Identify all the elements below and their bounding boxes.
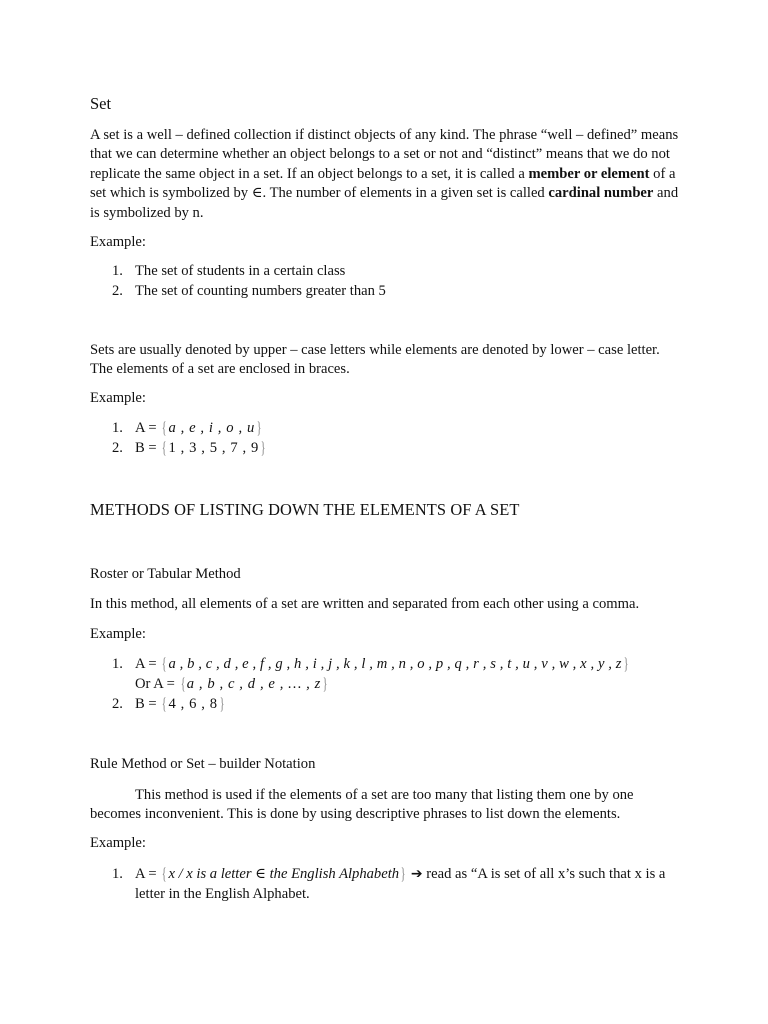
- example-label-1: Example:: [90, 234, 146, 250]
- intro-text-1: A set is a well – defined collection if distinct objects of any kind. The phrase “well – defined” means that we can determine whether an object belongs to a set or not and “distinct” means that we do not replicate the same object in a set. If an object belongs to a set, it is called a: [90, 127, 679, 182]
- list-item-number: 2.: [112, 283, 123, 299]
- set-elements-alt: a , b , c , d , e , … , z: [186, 676, 321, 692]
- open-brace: {: [180, 674, 185, 693]
- list-item: [90, 261, 682, 281]
- list-item: [90, 281, 682, 301]
- list-item-text: The set of students in a certain class: [135, 263, 346, 279]
- list-item-number: 2.: [112, 440, 123, 456]
- list-item: [90, 864, 682, 904]
- open-brace: {: [162, 418, 167, 437]
- example-list-2: [90, 418, 682, 458]
- methods-heading: METHODS OF LISTING DOWN THE ELEMENTS OF A SET: [90, 500, 520, 519]
- intro-bold-member: member or element: [528, 165, 650, 182]
- rule-description: This method is used if the elements of a set are too many that listing them one by one becomes inconvenient. This is done by using descriptive phrases to list down the elements.: [90, 787, 634, 823]
- close-brace: }: [400, 864, 406, 883]
- example-list-1: [90, 261, 682, 301]
- close-brace: }: [256, 418, 262, 437]
- close-brace: }: [623, 654, 628, 673]
- close-brace: }: [322, 674, 328, 693]
- set-elements: 4 , 6 , 8: [168, 696, 218, 712]
- intro-paragraph: [90, 126, 682, 223]
- intro-bold-cardinal: cardinal number: [548, 185, 654, 202]
- open-brace: {: [162, 654, 167, 673]
- open-brace: {: [162, 694, 167, 713]
- open-brace: {: [162, 864, 167, 883]
- close-brace: }: [260, 438, 266, 457]
- list-item: [90, 418, 682, 438]
- set-prefix-alt: Or A =: [135, 676, 179, 692]
- notation-paragraph: Sets are usually denoted by upper – case letters while elements are denoted by lower – case letter. The elements of a set are enclosed in braces.: [90, 342, 660, 378]
- set-prefix: A =: [135, 656, 161, 672]
- set-prefix: A =: [135, 420, 161, 436]
- set-prefix: A =: [135, 866, 161, 882]
- roster-example-list: [90, 654, 682, 714]
- close-brace: }: [219, 694, 224, 713]
- list-item-number: 1.: [112, 420, 123, 436]
- example-label-4: Example:: [90, 835, 146, 851]
- set-prefix: B =: [135, 440, 161, 456]
- right-arrow-icon: ➔: [410, 866, 423, 882]
- list-item: [90, 654, 682, 694]
- set-elements: a , b , c , d , e , f , g , h , i , j , k , l , m , n , o , p , q , r , s , t , u , v , w , x , y , z: [168, 656, 622, 672]
- roster-description: In this method, all elements of a set are written and separated from each other using a comma.: [90, 596, 640, 612]
- intro-text-2: of a set which is symbolized by ∈. The number of elements in a given set is called: [90, 165, 676, 202]
- page-title: Set: [90, 94, 112, 113]
- roster-heading: Roster or Tabular Method: [90, 566, 241, 582]
- set-builder-reading: read as “A is set of all x’s such that x is a letter in the English Alphabet.: [135, 866, 666, 902]
- list-item-number: 1.: [112, 656, 123, 672]
- list-item-text: The set of counting numbers greater than 5: [135, 283, 386, 299]
- example-label-3: Example:: [90, 626, 146, 642]
- list-item: [90, 694, 682, 714]
- list-item: [90, 438, 682, 458]
- set-prefix: B =: [135, 696, 161, 712]
- intro-text-3: and is symbolized by n.: [90, 185, 679, 221]
- set-elements: a , e , i , o , u: [168, 420, 255, 436]
- set-builder-expression: x / x is a letter ∈ the English Alphabeth: [168, 866, 400, 882]
- open-brace: {: [162, 438, 167, 457]
- list-item-number: 1.: [112, 263, 123, 279]
- example-label-2: Example:: [90, 390, 146, 406]
- list-item-number: 2.: [112, 696, 123, 712]
- rule-heading: Rule Method or Set – builder Notation: [90, 756, 316, 772]
- rule-example-list: [90, 864, 682, 904]
- list-item-number: 1.: [112, 866, 123, 882]
- set-elements: 1 , 3 , 5 , 7 , 9: [168, 440, 259, 456]
